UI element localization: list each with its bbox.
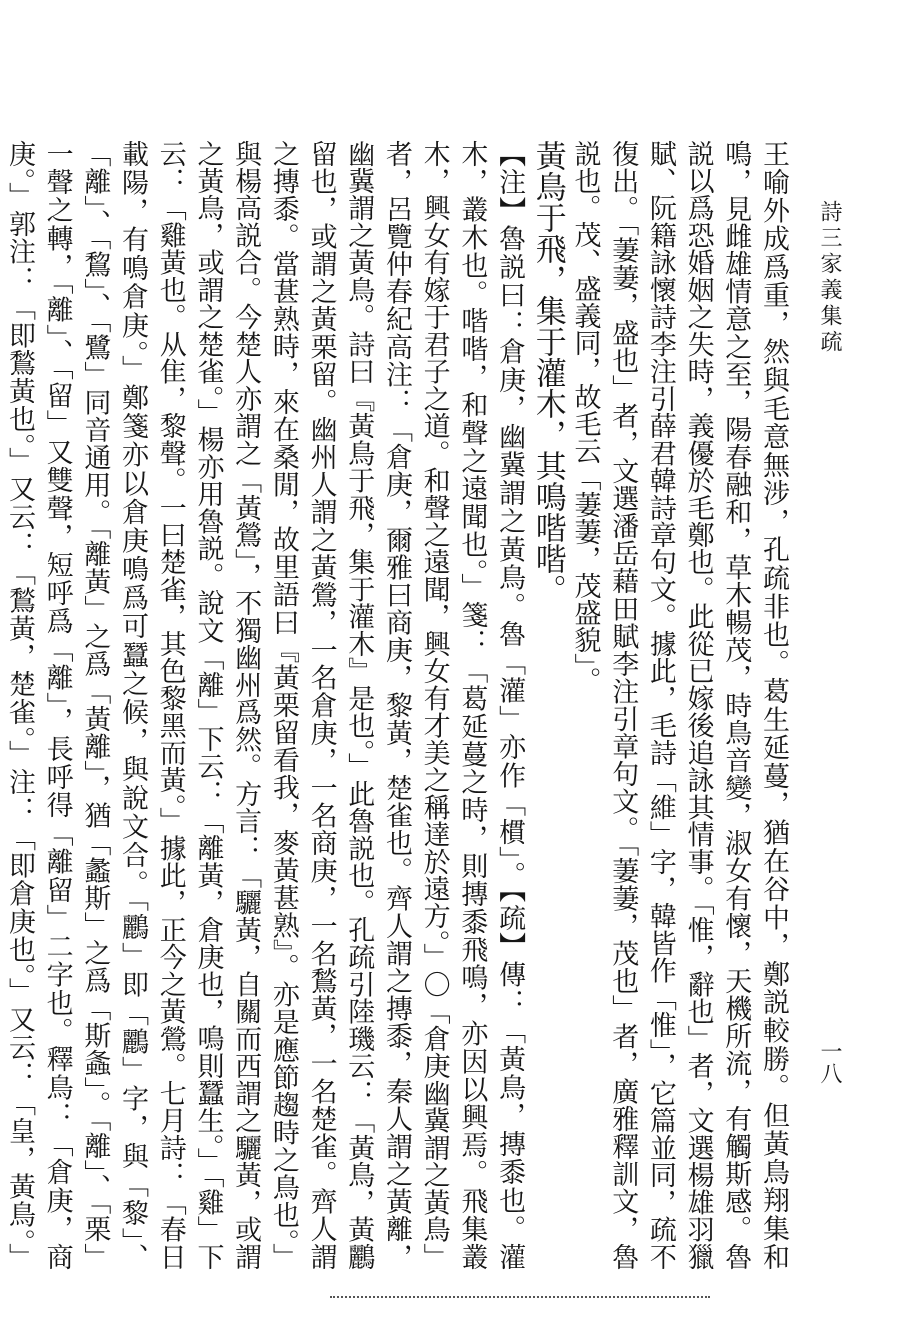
annotation-paragraph: 【注】魯説曰：倉庚，幽冀謂之黃鳥。魯「灌」亦作「樌」。【疏】傳：「黃鳥，摶黍也。灌木，叢木也。喈喈，和聲之遠聞也。」箋：「葛延蔓之時，則摶黍飛鳴，亦因以興焉。飛集叢木，興女有嫁于君子之道。和聲之遠聞，興女有才美之稱達於遠方。」〇「倉庚幽冀謂之黃鳥」者，呂覽仲春紀高注：「倉庚，爾雅曰商庚，黎黃，楚雀也。齊人謂之摶黍，秦人謂之黃離，幽冀謂之黃鳥。詩曰『黃鳥于飛，集于灌木』是也。」此魯説也。孔疏引陸璣云：「黃鳥，黃鸝留也，或謂之黃栗留。幽州人謂之黃鶯，一名倉庚，一名商庚，一名鶖黃，一名楚雀。齊人謂之摶黍。當葚熟時，來在桑閒，故里語曰『黃栗留看我，麥黃葚熟』。亦是應節趨時之鳥也。」與楊高説合。今楚人亦謂之「黃鶯」，不獨幽州爲然。方言：「驪黃，自關而西謂之驪黃，或謂之黃鳥，或謂之楚雀。」楊亦用魯説。說文「離」下云：「離黃，倉庚也，鳴則蠶生。」「雞」下云：「雞黃也。从隹，黎聲。一曰楚雀，其色黎黑而黃。」據此，正今之黃鶯。七月詩：「春日載陽，有鳴倉庚。」鄭箋亦以倉庚鳴爲可蠶之候，與說文合。「鸝」即「鸝」字，與「黎」、「離」、「鵹」、「鷺」同音通用。「離黃」之爲「黃離」，猶「蠡斯」之爲「斯螽」。「離」、「栗」一聲之轉，「離」、「留」又雙聲，短呼爲「離」，長呼得「離留」二字也。釋鳥：「倉庚，商庚。」郭注：「即鶖黃也。」又云：「鶖黃，楚雀。」注：「即倉庚也。」又云：「皇，黃鳥。」 [3,140,526,1270]
footer-rule [330,1296,710,1298]
main-text-block [3,140,792,1270]
poem-line: 黃鳥于飛，集于灌木，其鳴喈喈。 [529,140,566,605]
commentary-paragraph: 王喻外成爲重，然與毛意無涉，孔疏非也。葛生延蔓，猶在谷中，鄭説較勝。但黃鳥翔集和鳴，見雌雄情意之至，陽春融和，草木暢茂，時鳥音變，淑女有懷，天機所流，有觸斯感。魯説以爲恐婚姻之失時，義優於毛鄭也。此從已嫁後追詠其情事。「惟，辭也」者，文選楊雄羽獵賦、阮籍詠懷詩李注引薛君韓詩章句文。據此，毛詩「維」字，韓皆作「惟」，它篇並同，疏不復出。「萋萋，盛也」者，文選潘岳藉田賦李注引章句文。「萋萋，茂也」者，廣雅釋訓文，魯説也。茂、盛義同，故毛云「萋萋，茂盛貌」。 [569,140,789,1270]
page-number: 一八 [817,1040,842,1084]
book-title: 詩三家義集疏 [817,200,842,356]
